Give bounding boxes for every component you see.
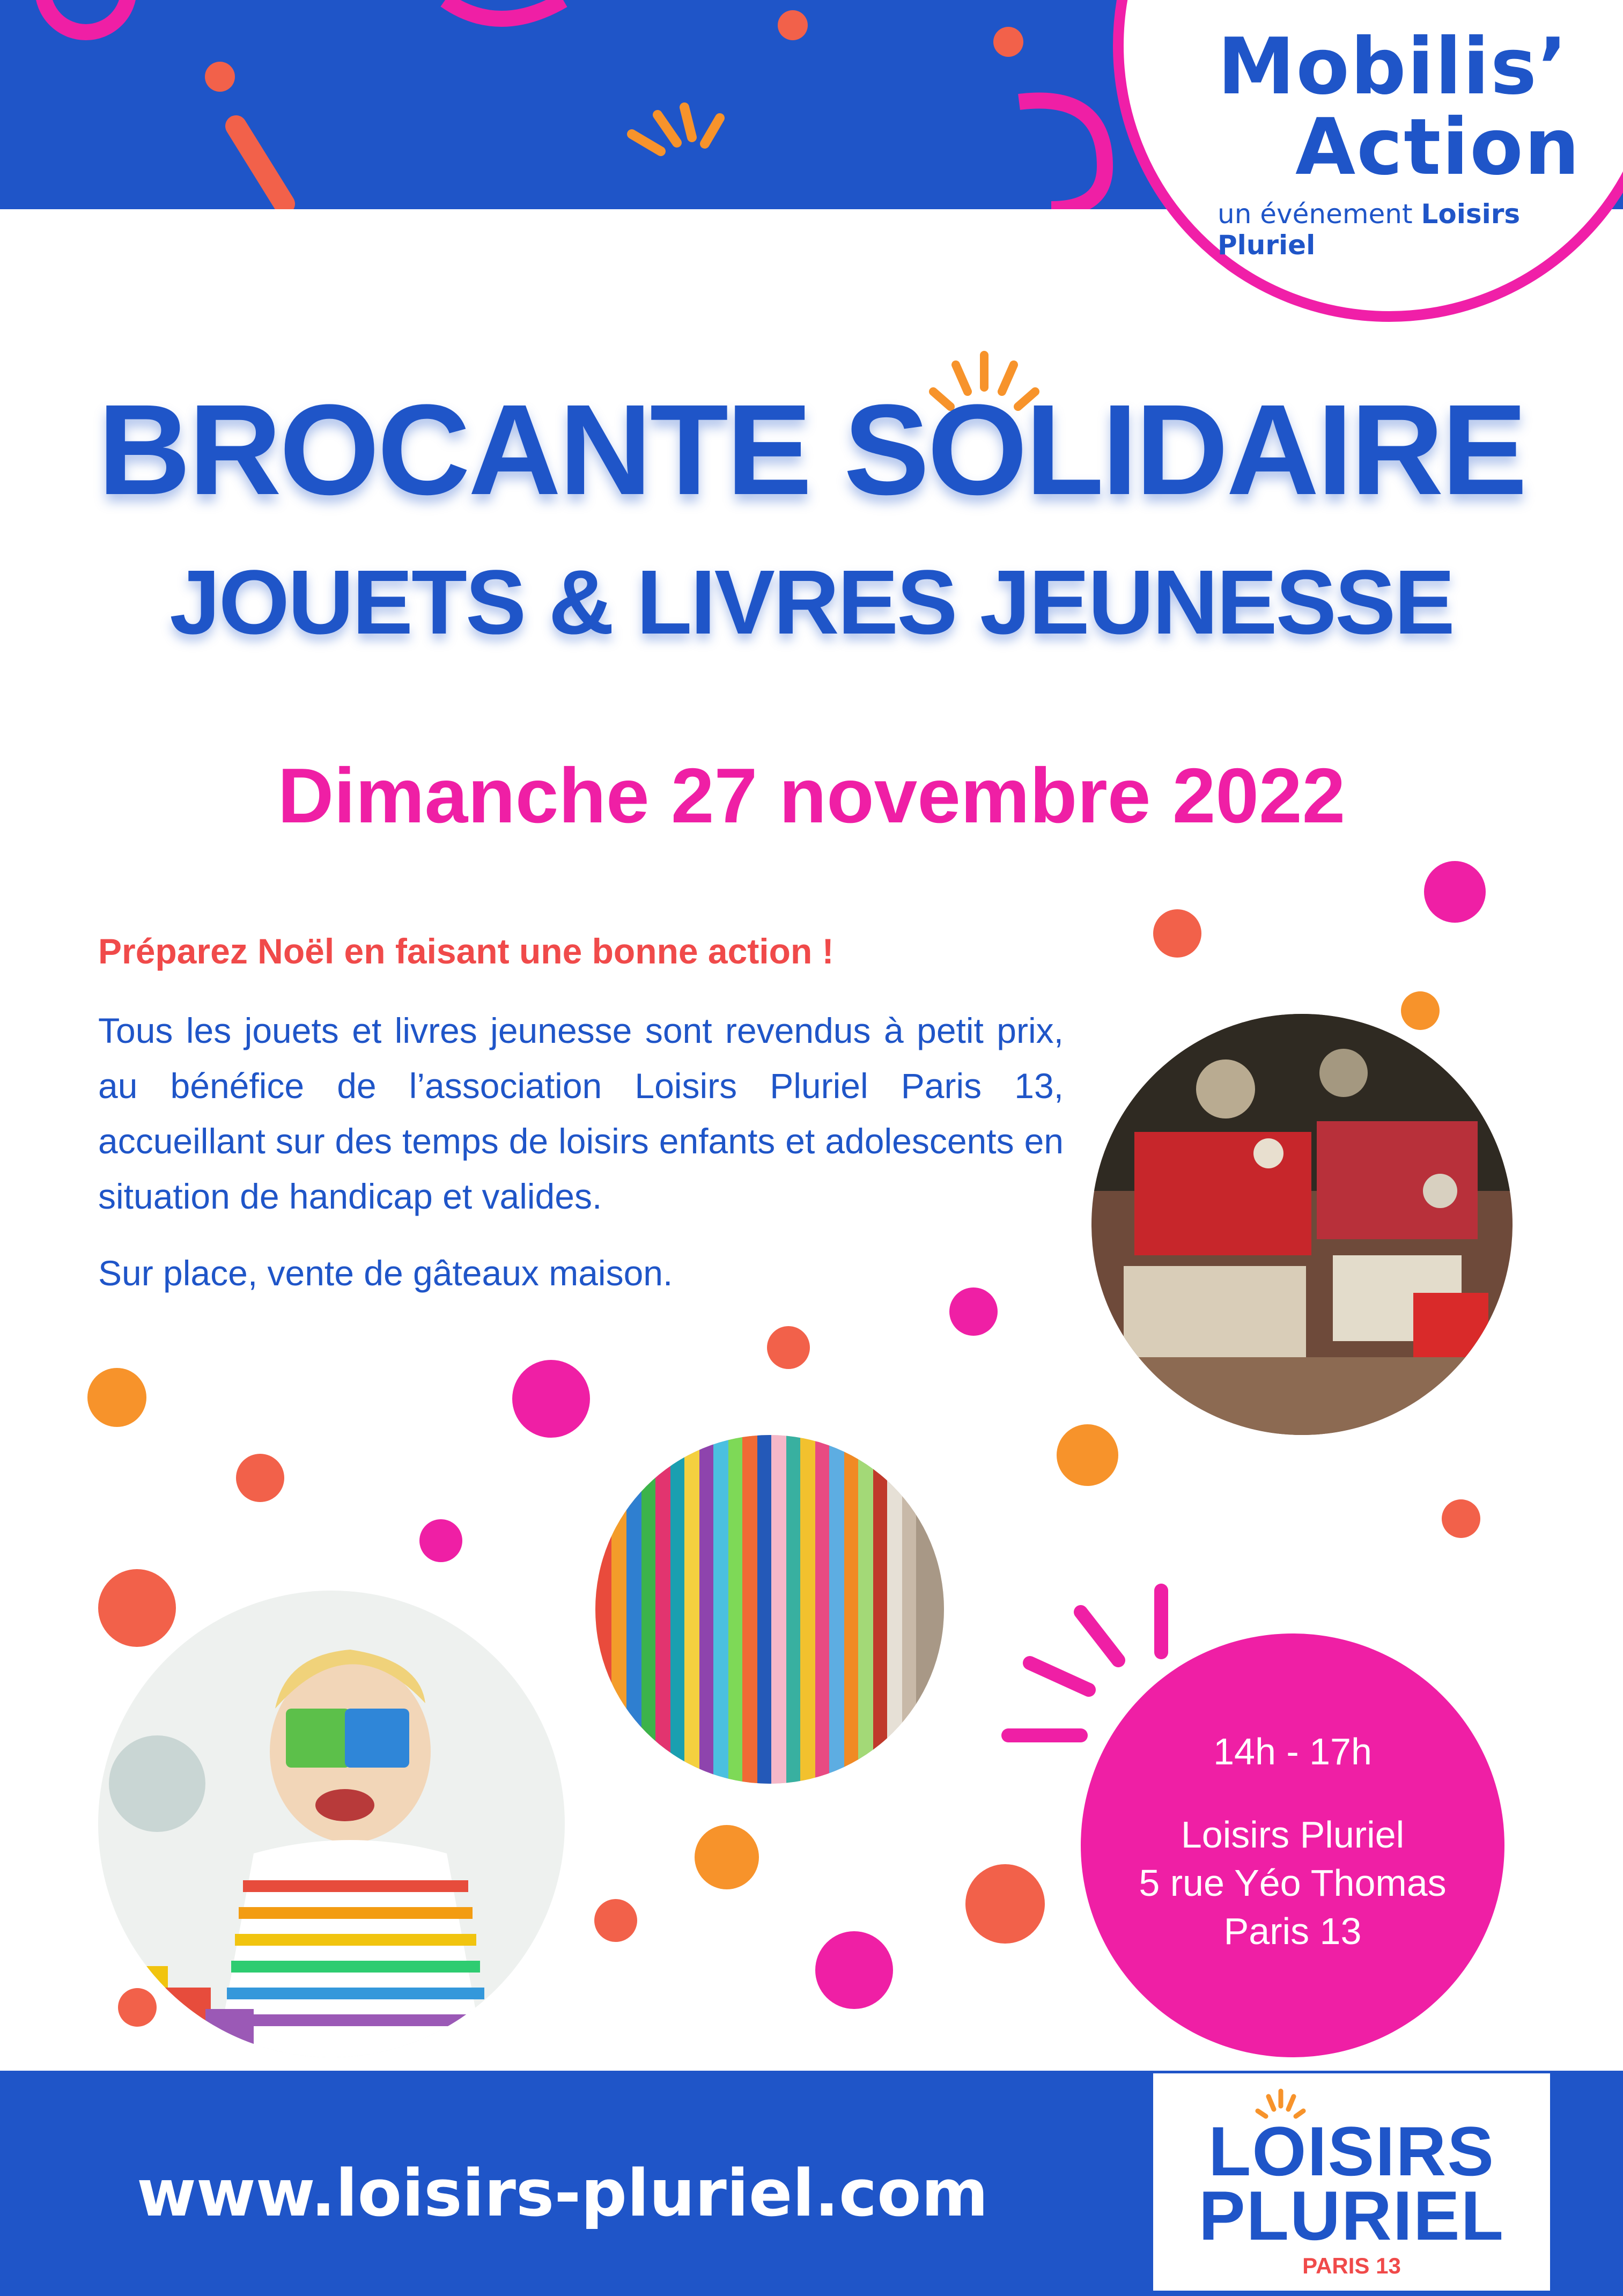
venue-city: Paris 13	[1223, 1910, 1362, 1952]
coral-dot	[594, 1899, 637, 1942]
pink-dot	[949, 1287, 998, 1336]
coral-dot	[1442, 1499, 1480, 1538]
website-link[interactable]: www.loisirs-pluriel.com	[137, 2157, 988, 2231]
description-paragraph: Tous les jouets et livres jeunesse sont revendus à petit prix, au bénéfice de l’association Loisirs Pluriel Paris 13, accueillant sur des temps de loisirs enfants et adolescents en situation de handicap et valides.	[98, 1011, 1064, 1216]
logo-tagline-prefix: un événement	[1218, 198, 1421, 230]
pink-hook-shape	[1019, 101, 1105, 210]
page-title: BROCANTE SOLIDAIRE	[98, 378, 1525, 521]
coral-dot	[205, 62, 235, 92]
coral-dot	[118, 1988, 157, 2027]
footer-logo-line1: LOISIRS	[1208, 2112, 1495, 2190]
coral-dot	[1153, 909, 1201, 958]
orange-dot	[695, 1825, 759, 1889]
footer-logo-subtitle: PARIS 13	[1302, 2253, 1401, 2278]
cakes-note: Sur place, vente de gâteaux maison.	[98, 1253, 673, 1293]
pink-dot	[815, 1931, 893, 2009]
event-address	[1081, 1811, 1504, 1955]
coral-dot	[236, 1454, 284, 1502]
child-with-toy-blocks-photo	[98, 1591, 565, 2057]
orange-dot	[1401, 991, 1440, 1030]
footer-logo-line2: PLURIEL	[1198, 2176, 1505, 2255]
pink-dot	[419, 1519, 462, 1562]
orange-dot	[87, 1368, 146, 1427]
christmas-gifts-photo	[1091, 1014, 1513, 1435]
venue-street: 5 rue Yéo Thomas	[1139, 1862, 1447, 1904]
coral-dot	[778, 10, 808, 40]
pink-dot	[512, 1360, 590, 1438]
sun-rays-icon	[632, 107, 720, 151]
lead-text: Préparez Noël en faisant une bonne action !	[98, 931, 834, 971]
logo-title-line2: Action	[1295, 102, 1581, 193]
pink-arc-shape	[43, 0, 129, 32]
event-date: Dimanche 27 novembre 2022	[277, 752, 1346, 839]
coral-dot	[965, 1864, 1045, 1944]
venue-name: Loisirs Pluriel	[1181, 1814, 1405, 1856]
pink-curve-shape	[445, 0, 563, 19]
event-time: 14h - 17h	[1213, 1731, 1372, 1772]
logo-title-line1: Mobilis’	[1218, 21, 1569, 112]
page-subtitle: JOUETS & LIVRES JEUNESSE	[169, 551, 1454, 653]
pink-dot	[1424, 861, 1486, 923]
logo-tagline-brand: Loisirs Pluriel	[1218, 198, 1521, 261]
coral-dot	[98, 1569, 176, 1647]
coral-dot	[993, 27, 1023, 57]
colored-pencils-photo	[595, 1435, 944, 1784]
logo-tagline	[1218, 198, 1623, 261]
coral-line-shape	[236, 126, 284, 204]
orange-dot	[1057, 1424, 1118, 1486]
coral-dot	[767, 1326, 810, 1369]
